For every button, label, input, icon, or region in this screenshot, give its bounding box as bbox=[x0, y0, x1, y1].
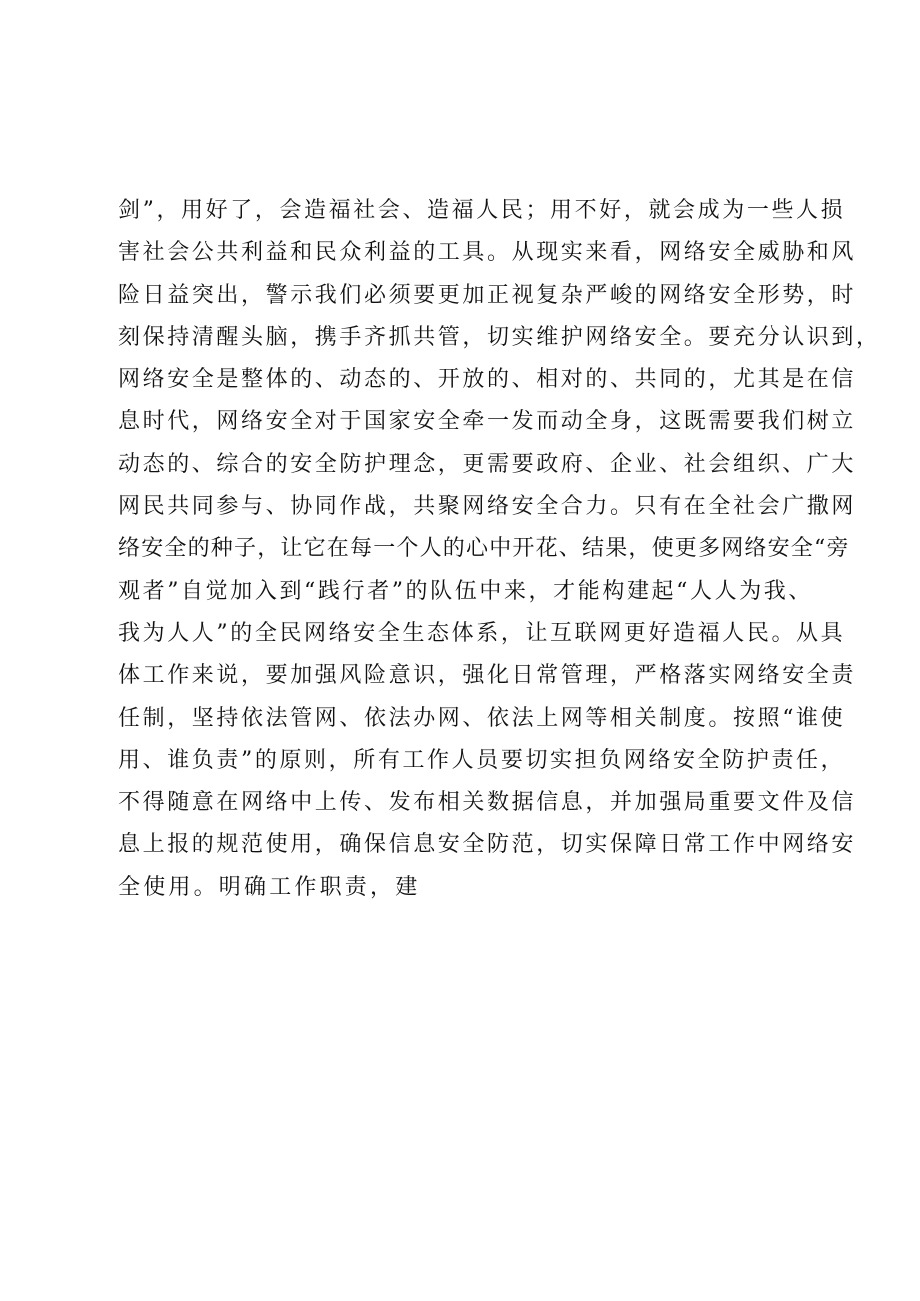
text-line-13: 任制，坚持依法管网、依法办网、依法上网等相关制度。按照“谁使 bbox=[118, 705, 846, 731]
text-line-15: 不得随意在网络中上传、发布相关数据信息，并加强局重要文件及信 bbox=[118, 790, 857, 816]
text-line-16: 息上报的规范使用，确保信息安全防范，切实保障日常工作中网络安 bbox=[118, 832, 857, 858]
text-line-6: 息时代，网络安全对于国家安全牵一发而动全身，这既需要我们树立 bbox=[118, 409, 857, 435]
text-line-1: 剑”，用好了，会造福社会、造福人民；用不好，就会成为一些人损 bbox=[118, 198, 846, 223]
text-line-9: 络安全的种子，让它在每一个人的心中开花、结果，使更多网络安全“旁 bbox=[118, 536, 850, 562]
body-paragraph bbox=[118, 190, 881, 909]
text-line-14: 用、谁负责”的原则，所有工作人员要切实担负网络安全防护责任， bbox=[118, 747, 846, 773]
text-line-5: 网络安全是整体的、动态的、开放的、相对的、共同的，尤其是在信 bbox=[118, 367, 857, 393]
text-line-8: 网民共同参与、协同作战，共聚网络安全合力。只有在全社会广撒网 bbox=[118, 494, 857, 520]
text-line-11: 我为人人”的全民网络安全生态体系，让互联网更好造福人民。从具 bbox=[118, 620, 846, 646]
text-line-2: 害社会公共利益和民众利益的工具。从现实来看，网络安全威胁和风 bbox=[118, 240, 857, 266]
text-line-7: 动态的、综合的安全防护理念，更需要政府、企业、社会组织、广大 bbox=[118, 451, 857, 477]
text-line-3: 险日益突出，警示我们必须要更加正视复杂严峻的网络安全形势，时 bbox=[118, 282, 857, 308]
text-line-17: 全使用。明确工作职责，建 bbox=[118, 874, 421, 900]
text-line-12: 体工作来说，要加强风险意识，强化日常管理，严格落实网络安全责 bbox=[118, 663, 857, 689]
text-line-10: 观者”自觉加入到“践行者”的队伍中来，才能构建起“人人为我、 bbox=[118, 578, 813, 604]
text-line-4: 刻保持清醒头脑，携手齐抓共管，切实维护网络安全。要充分认识到， bbox=[118, 324, 881, 350]
